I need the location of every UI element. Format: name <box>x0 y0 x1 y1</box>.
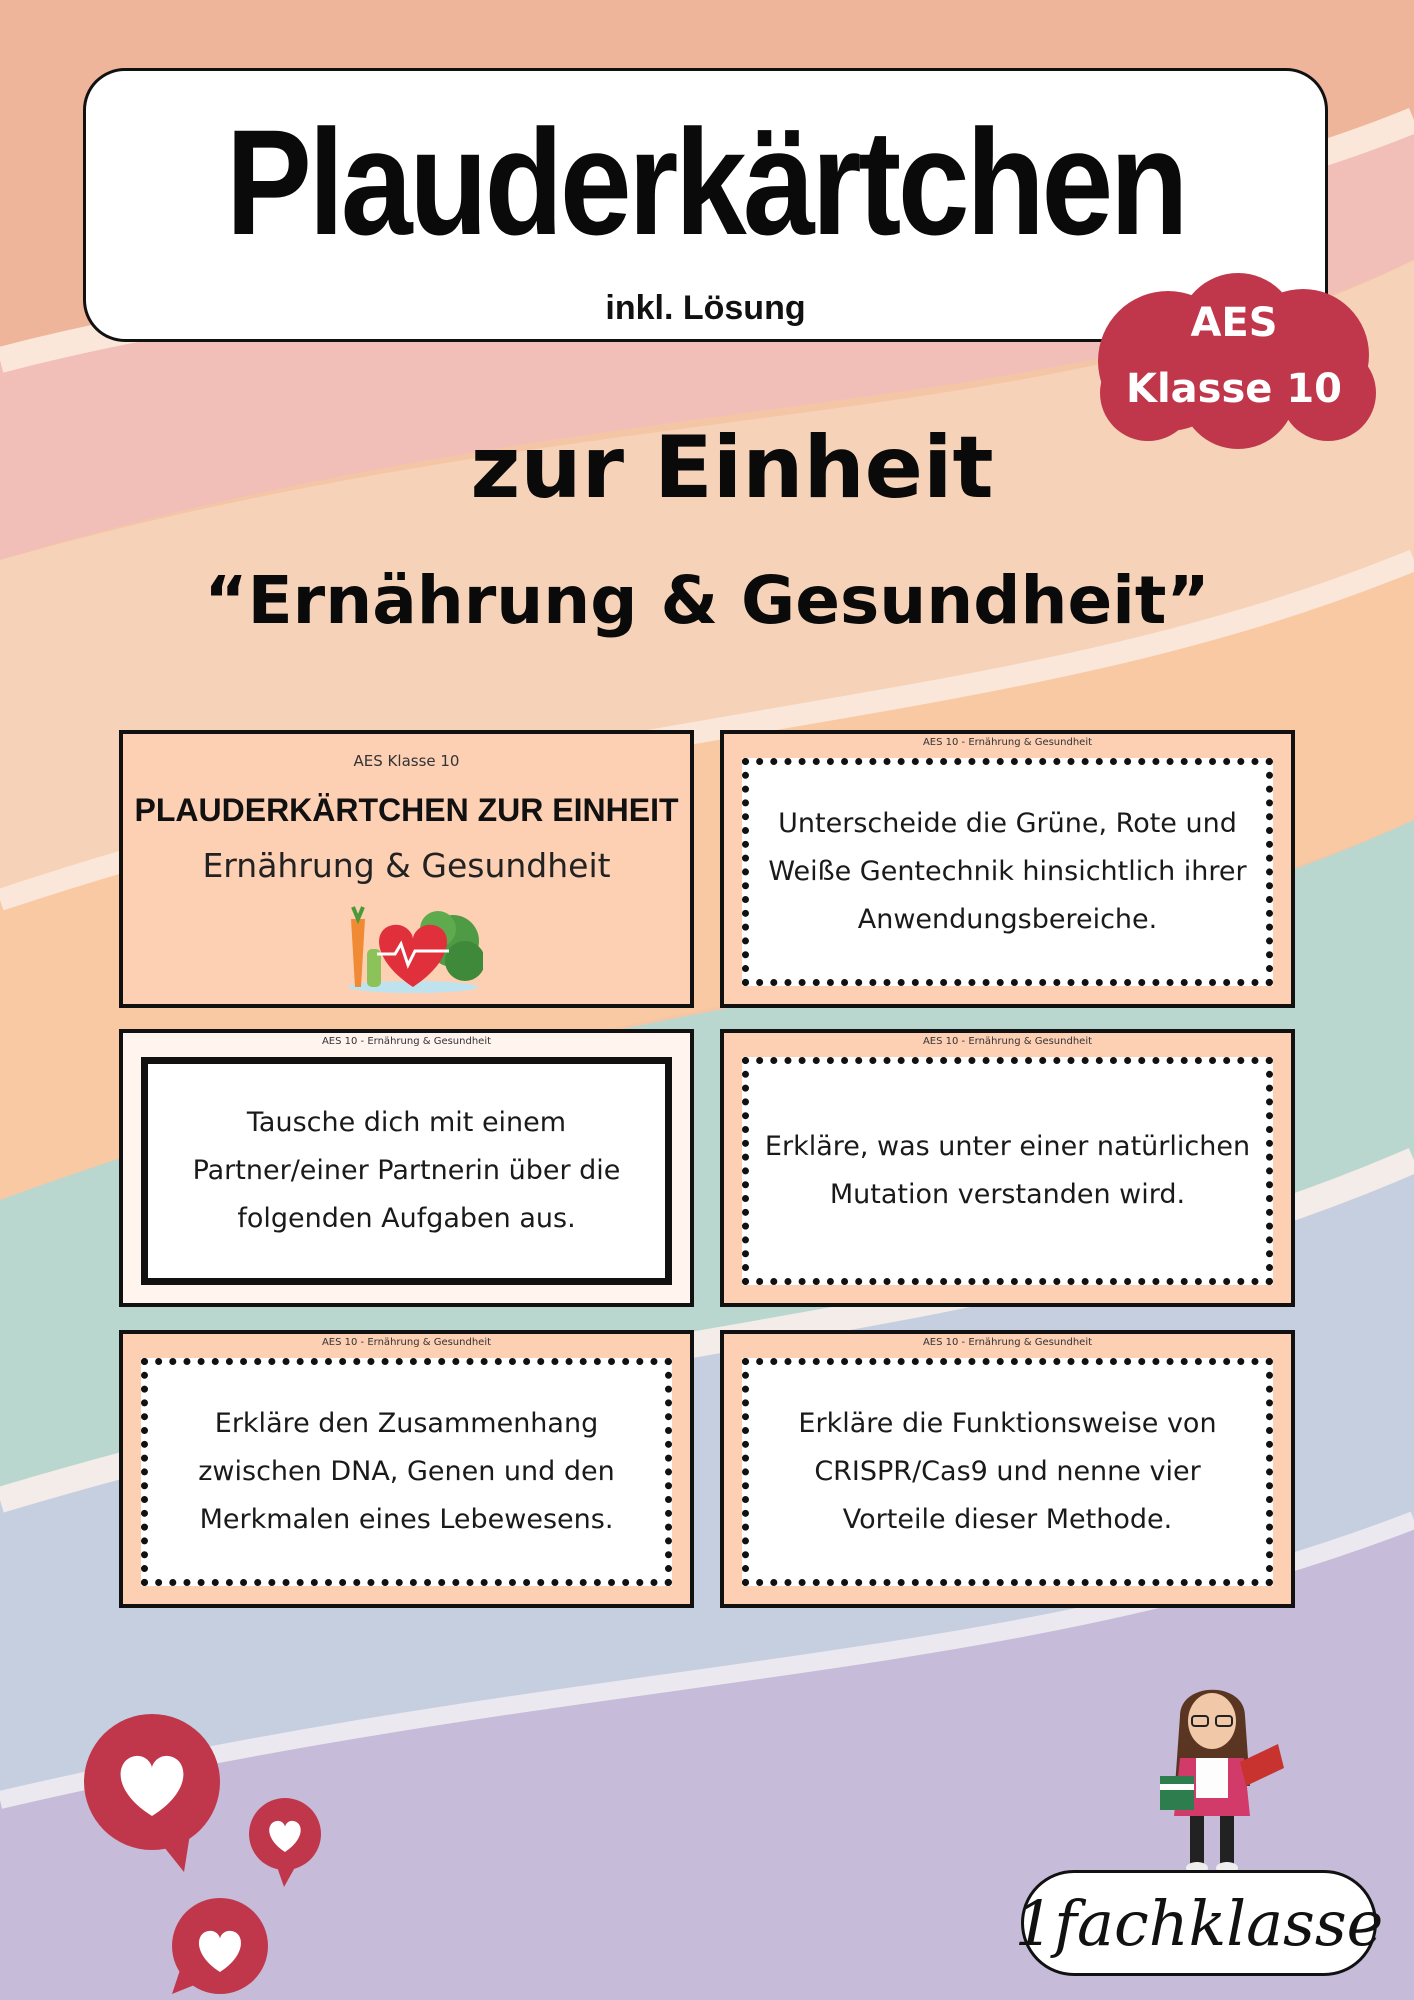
unit-name: “Ernährung & Gesundheit” <box>204 562 1210 639</box>
cover-card <box>119 730 694 1008</box>
card-header: AES 10 - Ernährung & Gesundheit <box>922 1337 1093 1348</box>
question-card <box>720 1330 1295 1608</box>
card-header: AES 10 - Ernährung & Gesundheit <box>321 1036 492 1047</box>
card-text: Erkläre die Funktionsweise von CRISPR/Cas9 und nenne vier Vorteile dieser Methode. <box>742 1358 1273 1586</box>
card-text: Tausche dich mit einem Partner/einer Partnerin über die folgenden Aufgaben aus. <box>141 1057 672 1285</box>
card-header: AES 10 - Ernährung & Gesundheit <box>922 1036 1093 1047</box>
heart-bubble-icon <box>80 1712 340 2000</box>
card-text: Unterscheide die Grüne, Rote und Weiße Gentechnik hinsichtlich ihrer Anwendungsbereiche. <box>742 758 1273 986</box>
page-subtitle: inkl. Lösung <box>605 289 806 327</box>
instruction-card <box>119 1029 694 1307</box>
vegetables-heart-icon <box>333 899 483 994</box>
page-title: Plauderkärtchen <box>225 98 1186 266</box>
badge-line-1: AES <box>1190 300 1278 346</box>
badge-line-2: Klasse 10 <box>1125 366 1343 412</box>
question-card <box>720 1029 1295 1307</box>
card-header: AES 10 - Ernährung & Gesundheit <box>922 737 1093 748</box>
brand-logo: 1fachklasse <box>1021 1870 1377 1976</box>
card-text: Erkläre, was unter einer natürlichen Mutation verstanden wird. <box>742 1057 1273 1285</box>
question-card <box>119 1330 694 1608</box>
class-badge <box>1088 290 1380 422</box>
unit-heading: zur Einheit <box>470 418 994 518</box>
card-text: Erkläre den Zusammenhang zwischen DNA, Genen und den Merkmalen eines Lebewesens. <box>141 1358 672 1586</box>
teacher-avatar-icon <box>1140 1676 1290 1876</box>
card-header: AES 10 - Ernährung & Gesundheit <box>321 1337 492 1348</box>
cover-class-label: AES Klasse 10 <box>353 752 460 770</box>
question-card <box>720 730 1295 1008</box>
cover-title: PLAUDERKÄRTCHEN ZUR EINHEIT <box>134 792 679 828</box>
cover-subtitle: Ernährung & Gesundheit <box>202 846 611 885</box>
